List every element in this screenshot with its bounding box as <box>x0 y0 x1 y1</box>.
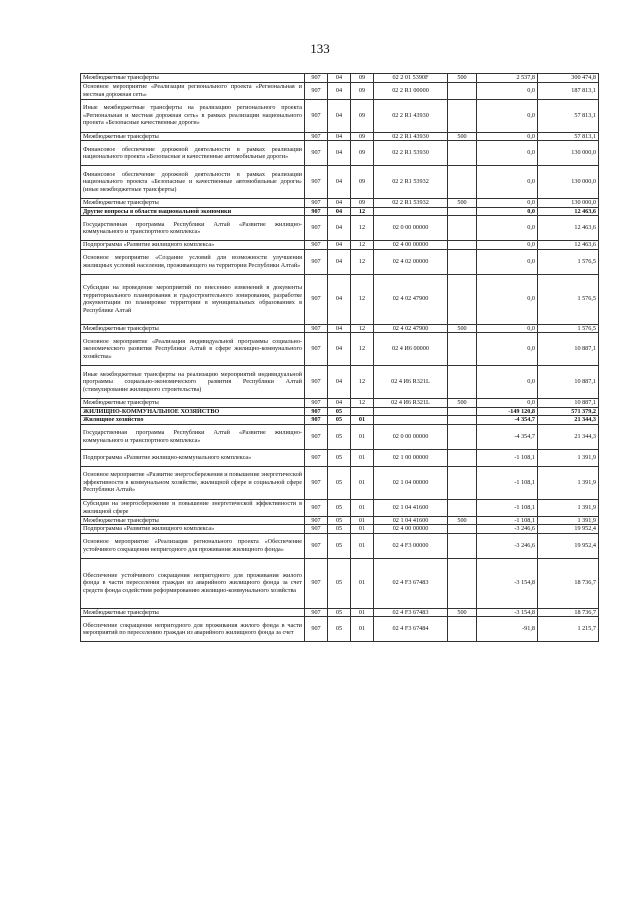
section-code: 05 <box>328 499 351 516</box>
section-code: 04 <box>328 216 351 241</box>
amount-total: 130 000,0 <box>538 199 599 208</box>
amount-total: 300 474,8 <box>538 74 599 83</box>
subsection-code: 09 <box>351 141 374 166</box>
amount-total: 12 463,6 <box>538 207 599 216</box>
section-code: 04 <box>328 207 351 216</box>
row-name: Финансовое обеспечение дорожной деятельности в рамках реализации национального проекта «Безопасные и качественные автомобильные дороги» (иные межбюджетные трансферты) <box>81 166 305 199</box>
target-article-code: 02 4 F3 67483 <box>374 558 448 608</box>
target-article-code: 02 4 00 00000 <box>374 525 448 534</box>
row-name: Подпрограмма «Развитие жилищно-коммунального комплекса» <box>81 449 305 466</box>
admin-code: 907 <box>305 399 328 408</box>
row-name: Межбюджетные трансферты <box>81 199 305 208</box>
table-row <box>81 516 599 525</box>
admin-code: 907 <box>305 199 328 208</box>
expense-type-code <box>448 333 477 366</box>
amount-change: -1 108,1 <box>477 516 538 525</box>
amount-total: 1 576,5 <box>538 274 599 324</box>
admin-code: 907 <box>305 407 328 416</box>
admin-code: 907 <box>305 333 328 366</box>
section-code: 04 <box>328 82 351 99</box>
subsection-code: 12 <box>351 216 374 241</box>
amount-change: -149 120,8 <box>477 407 538 416</box>
amount-total: 1 391,9 <box>538 516 599 525</box>
table-row <box>81 249 599 274</box>
target-article-code <box>374 207 448 216</box>
amount-change: 0,0 <box>477 249 538 274</box>
admin-code: 907 <box>305 424 328 449</box>
expense-type-code <box>448 558 477 608</box>
row-name: Иные межбюджетные трансферты на реализацию мероприятий индивидуальной программы социально-экономического развития Республики Алтай (стимулирование жилищного строительства) <box>81 366 305 399</box>
amount-change: 0,0 <box>477 366 538 399</box>
amount-total: 57 813,1 <box>538 99 599 132</box>
target-article-code: 02 4 02 00000 <box>374 249 448 274</box>
amount-change: 0,0 <box>477 82 538 99</box>
row-name: Обеспечение устойчивого сокращения непригодного для проживания жилого фонда в части переселения граждан из аварийного жилищного фонда за счет средств фонда содействия реформированию жилищно-коммунального хозяйства <box>81 558 305 608</box>
expense-type-code <box>448 525 477 534</box>
expense-type-code <box>448 499 477 516</box>
subsection-code: 01 <box>351 617 374 642</box>
amount-change: 0,0 <box>477 132 538 141</box>
table-row <box>81 449 599 466</box>
section-code: 04 <box>328 366 351 399</box>
expense-type-code: 500 <box>448 324 477 333</box>
expense-type-code: 500 <box>448 199 477 208</box>
expense-type-code <box>448 241 477 250</box>
amount-total: 1 215,7 <box>538 617 599 642</box>
amount-total: 10 887,1 <box>538 333 599 366</box>
expense-type-code <box>448 617 477 642</box>
target-article-code: 02 2 R1 53932 <box>374 199 448 208</box>
expense-type-code <box>448 533 477 558</box>
target-article-code <box>374 416 448 425</box>
admin-code: 907 <box>305 525 328 534</box>
row-name: Субсидии на проведение мероприятий по внесению изменений в документы территориального планирования и градостроительного зонирования, разработке документации по планировке территории в муниципальных образованиях в Республике Алтай <box>81 274 305 324</box>
row-name: Иные межбюджетные трансферты на реализацию регионального проекта «Региональная и местная дорожная сеть» в рамках реализации национального проекта «Безопасные качественные дороги» <box>81 99 305 132</box>
target-article-code: 02 4 00 00000 <box>374 241 448 250</box>
table-row <box>81 366 599 399</box>
target-article-code: 02 2 R1 00000 <box>374 82 448 99</box>
expense-type-code <box>448 424 477 449</box>
subsection-code: 09 <box>351 199 374 208</box>
page-number: 133 <box>310 41 330 56</box>
amount-change: -91,8 <box>477 617 538 642</box>
admin-code: 907 <box>305 533 328 558</box>
section-code: 04 <box>328 249 351 274</box>
amount-change: 0,0 <box>477 166 538 199</box>
section-code: 05 <box>328 449 351 466</box>
amount-change: 0,0 <box>477 274 538 324</box>
table-body <box>81 74 599 642</box>
row-name: Основное мероприятие «Создание условий для возможности улучшения жилищных условий населения, проживающего на территории Республики Алтай» <box>81 249 305 274</box>
admin-code: 907 <box>305 558 328 608</box>
subsection-code: 09 <box>351 132 374 141</box>
section-code: 04 <box>328 333 351 366</box>
section-code: 04 <box>328 132 351 141</box>
subsection-code: 01 <box>351 416 374 425</box>
expense-type-code <box>448 366 477 399</box>
subsection-code: 09 <box>351 99 374 132</box>
admin-code: 907 <box>305 449 328 466</box>
subsection-code: 01 <box>351 466 374 499</box>
expense-type-code <box>448 466 477 499</box>
amount-change: -4 354,7 <box>477 424 538 449</box>
section-code: 05 <box>328 617 351 642</box>
admin-code: 907 <box>305 249 328 274</box>
subsection-code: 01 <box>351 449 374 466</box>
target-article-code: 02 1 00 00000 <box>374 449 448 466</box>
subsection-code: 12 <box>351 249 374 274</box>
table-row <box>81 207 599 216</box>
expense-type-code <box>448 166 477 199</box>
section-code: 05 <box>328 407 351 416</box>
section-code: 05 <box>328 424 351 449</box>
amount-total: 19 952,4 <box>538 533 599 558</box>
table-row <box>81 617 599 642</box>
row-name: Подпрограмма «Развитие жилищного комплекса» <box>81 525 305 534</box>
row-name: Государственная программа Республики Алтай «Развитие жилищно-коммунального и транспортного комплекса» <box>81 424 305 449</box>
expense-type-code <box>448 99 477 132</box>
target-article-code: 02 2 R1 53930 <box>374 141 448 166</box>
section-code: 04 <box>328 166 351 199</box>
subsection-code: 01 <box>351 533 374 558</box>
amount-change: -1 108,1 <box>477 499 538 516</box>
subsection-code: 12 <box>351 333 374 366</box>
row-name: Основное мероприятие «Реализация индивидуальной программы социально-экономического развития Республики Алтай в сфере жилищно-коммунального хозяйства» <box>81 333 305 366</box>
amount-change: 2 537,8 <box>477 74 538 83</box>
expense-type-code <box>448 416 477 425</box>
subsection-code: 12 <box>351 207 374 216</box>
amount-total: 12 463,6 <box>538 216 599 241</box>
table-row <box>81 99 599 132</box>
row-name: Основное мероприятие «Реализация регионального проекта «Региональная и местная дорожная сеть» <box>81 82 305 99</box>
amount-total: 1 391,9 <box>538 499 599 516</box>
amount-total: 571 379,2 <box>538 407 599 416</box>
subsection-code: 12 <box>351 399 374 408</box>
admin-code: 907 <box>305 166 328 199</box>
subsection-code: 12 <box>351 274 374 324</box>
admin-code: 907 <box>305 499 328 516</box>
target-article-code: 02 4 И6 00000 <box>374 333 448 366</box>
amount-total: 1 391,9 <box>538 466 599 499</box>
amount-change: -4 354,7 <box>477 416 538 425</box>
amount-total: 1 576,5 <box>538 324 599 333</box>
expense-type-code: 500 <box>448 608 477 617</box>
target-article-code: 02 1 04 41600 <box>374 516 448 525</box>
row-name: Основное мероприятие «Развитие энергосбережения и повышение энергетической эффективности в коммунальном хозяйстве, жилищной сфере и социальной сфере Республики Алтай» <box>81 466 305 499</box>
amount-total: 21 344,3 <box>538 416 599 425</box>
table-row <box>81 466 599 499</box>
row-name: ЖИЛИЩНО-КОММУНАЛЬНОЕ ХОЗЯЙСТВО <box>81 407 305 416</box>
target-article-code: 02 4 И6 R321L <box>374 399 448 408</box>
amount-change: -3 246,6 <box>477 525 538 534</box>
amount-total: 130 000,0 <box>538 166 599 199</box>
row-name: Обеспечение сокращения непригодного для проживания жилого фонда в части мероприятий по переселению граждан из аварийного жилищного фонда за счет <box>81 617 305 642</box>
admin-code: 907 <box>305 99 328 132</box>
table-row <box>81 132 599 141</box>
section-code: 04 <box>328 99 351 132</box>
subsection-code: 01 <box>351 499 374 516</box>
admin-code: 907 <box>305 141 328 166</box>
admin-code: 907 <box>305 466 328 499</box>
amount-change: -3 154,8 <box>477 558 538 608</box>
subsection-code: 12 <box>351 366 374 399</box>
expense-type-code: 500 <box>448 74 477 83</box>
target-article-code: 02 4 02 47900 <box>374 324 448 333</box>
amount-change: 0,0 <box>477 207 538 216</box>
amount-total: 187 813,1 <box>538 82 599 99</box>
expense-type-code <box>448 216 477 241</box>
expense-type-code <box>448 249 477 274</box>
subsection-code: 01 <box>351 608 374 617</box>
section-code: 05 <box>328 466 351 499</box>
target-article-code: 02 0 00 00000 <box>374 424 448 449</box>
table-row <box>81 216 599 241</box>
table-row <box>81 166 599 199</box>
subsection-code <box>351 407 374 416</box>
admin-code: 907 <box>305 617 328 642</box>
admin-code: 907 <box>305 516 328 525</box>
amount-total: 130 000,0 <box>538 141 599 166</box>
expense-type-code <box>448 82 477 99</box>
expense-type-code <box>448 407 477 416</box>
subsection-code: 01 <box>351 525 374 534</box>
target-article-code: 02 2 R1 53932 <box>374 166 448 199</box>
row-name: Финансовое обеспечение дорожной деятельности в рамках реализации национального проекта «Безопасные и качественные автомобильные дороги» <box>81 141 305 166</box>
subsection-code: 12 <box>351 324 374 333</box>
amount-change: -1 108,1 <box>477 466 538 499</box>
amount-total: 1 391,9 <box>538 449 599 466</box>
amount-change: 0,0 <box>477 216 538 241</box>
row-name: Межбюджетные трансферты <box>81 324 305 333</box>
amount-total: 57 813,1 <box>538 132 599 141</box>
amount-total: 10 887,1 <box>538 399 599 408</box>
section-code: 05 <box>328 516 351 525</box>
amount-total: 1 576,5 <box>538 249 599 274</box>
amount-total: 12 463,6 <box>538 241 599 250</box>
amount-change: -3 154,8 <box>477 608 538 617</box>
expense-type-code <box>448 207 477 216</box>
table-row <box>81 324 599 333</box>
table-row <box>81 424 599 449</box>
row-name: Межбюджетные трансферты <box>81 132 305 141</box>
section-code: 04 <box>328 241 351 250</box>
subsection-code: 01 <box>351 424 374 449</box>
amount-change: 0,0 <box>477 199 538 208</box>
section-code: 05 <box>328 558 351 608</box>
table-row <box>81 499 599 516</box>
admin-code: 907 <box>305 274 328 324</box>
section-code: 05 <box>328 608 351 617</box>
subsection-code: 01 <box>351 516 374 525</box>
amount-total: 21 344,3 <box>538 424 599 449</box>
amount-total: 18 736,7 <box>538 608 599 617</box>
section-code: 05 <box>328 533 351 558</box>
expense-type-code: 500 <box>448 399 477 408</box>
table-row <box>81 82 599 99</box>
admin-code: 907 <box>305 416 328 425</box>
admin-code: 907 <box>305 324 328 333</box>
target-article-code: 02 1 04 00000 <box>374 466 448 499</box>
section-code: 05 <box>328 525 351 534</box>
admin-code: 907 <box>305 241 328 250</box>
amount-change: 0,0 <box>477 333 538 366</box>
table-row <box>81 199 599 208</box>
row-name: Основное мероприятие «Реализация регионального проекта «Обеспечение устойчивого сокращения непригодного для проживания жилищного фонда» <box>81 533 305 558</box>
section-code: 04 <box>328 141 351 166</box>
table-row <box>81 407 599 416</box>
amount-total: 10 887,1 <box>538 366 599 399</box>
amount-change: 0,0 <box>477 241 538 250</box>
row-name: Государственная программа Республики Алтай «Развитие жилищно-коммунального и транспортного комплекса» <box>81 216 305 241</box>
table-row <box>81 399 599 408</box>
table-row <box>81 74 599 83</box>
admin-code: 907 <box>305 74 328 83</box>
table-row <box>81 416 599 425</box>
expense-type-code <box>448 449 477 466</box>
amount-change: 0,0 <box>477 99 538 132</box>
subsection-code: 01 <box>351 558 374 608</box>
target-article-code: 02 0 00 00000 <box>374 216 448 241</box>
target-article-code: 02 4 02 47900 <box>374 274 448 324</box>
admin-code: 907 <box>305 82 328 99</box>
section-code: 04 <box>328 274 351 324</box>
row-name: Другие вопросы в области национальной экономики <box>81 207 305 216</box>
target-article-code <box>374 407 448 416</box>
target-article-code: 02 4 F3 67484 <box>374 617 448 642</box>
target-article-code: 02 4 И6 R321L <box>374 366 448 399</box>
admin-code: 907 <box>305 132 328 141</box>
section-code: 05 <box>328 416 351 425</box>
target-article-code: 02 4 F3 67483 <box>374 608 448 617</box>
row-name: Межбюджетные трансферты <box>81 74 305 83</box>
section-code: 04 <box>328 74 351 83</box>
amount-change: -1 108,1 <box>477 449 538 466</box>
admin-code: 907 <box>305 207 328 216</box>
expense-type-code <box>448 274 477 324</box>
section-code: 04 <box>328 399 351 408</box>
table-row <box>81 558 599 608</box>
amount-total: 19 952,4 <box>538 525 599 534</box>
subsection-code: 09 <box>351 166 374 199</box>
budget-table <box>80 73 599 642</box>
table-row <box>81 141 599 166</box>
admin-code: 907 <box>305 608 328 617</box>
section-code: 04 <box>328 199 351 208</box>
amount-change: 0,0 <box>477 399 538 408</box>
subsection-code: 09 <box>351 74 374 83</box>
row-name: Подпрограмма «Развитие жилищного комплекса» <box>81 241 305 250</box>
table-row <box>81 608 599 617</box>
row-name: Межбюджетные трансферты <box>81 516 305 525</box>
admin-code: 907 <box>305 216 328 241</box>
expense-type-code: 500 <box>448 132 477 141</box>
section-code: 04 <box>328 324 351 333</box>
target-article-code: 02 2 01 5390F <box>374 74 448 83</box>
expense-type-code: 500 <box>448 516 477 525</box>
amount-total: 18 736,7 <box>538 558 599 608</box>
admin-code: 907 <box>305 366 328 399</box>
target-article-code: 02 2 R1 43930 <box>374 99 448 132</box>
row-name: Субсидии на энергосбережение и повышение энергетической эффективности в жилищной сфере <box>81 499 305 516</box>
row-name: Межбюджетные трансферты <box>81 608 305 617</box>
target-article-code: 02 1 04 41600 <box>374 499 448 516</box>
subsection-code: 09 <box>351 82 374 99</box>
table-row <box>81 333 599 366</box>
amount-change: 0,0 <box>477 324 538 333</box>
target-article-code: 02 4 F3 00000 <box>374 533 448 558</box>
target-article-code: 02 2 R1 43930 <box>374 132 448 141</box>
table-row <box>81 241 599 250</box>
row-name: Жилищное хозяйство <box>81 416 305 425</box>
row-name: Межбюджетные трансферты <box>81 399 305 408</box>
table-row <box>81 525 599 534</box>
subsection-code: 12 <box>351 241 374 250</box>
amount-change: -3 246,6 <box>477 533 538 558</box>
expense-type-code <box>448 141 477 166</box>
amount-change: 0,0 <box>477 141 538 166</box>
table-row <box>81 274 599 324</box>
table-row <box>81 533 599 558</box>
